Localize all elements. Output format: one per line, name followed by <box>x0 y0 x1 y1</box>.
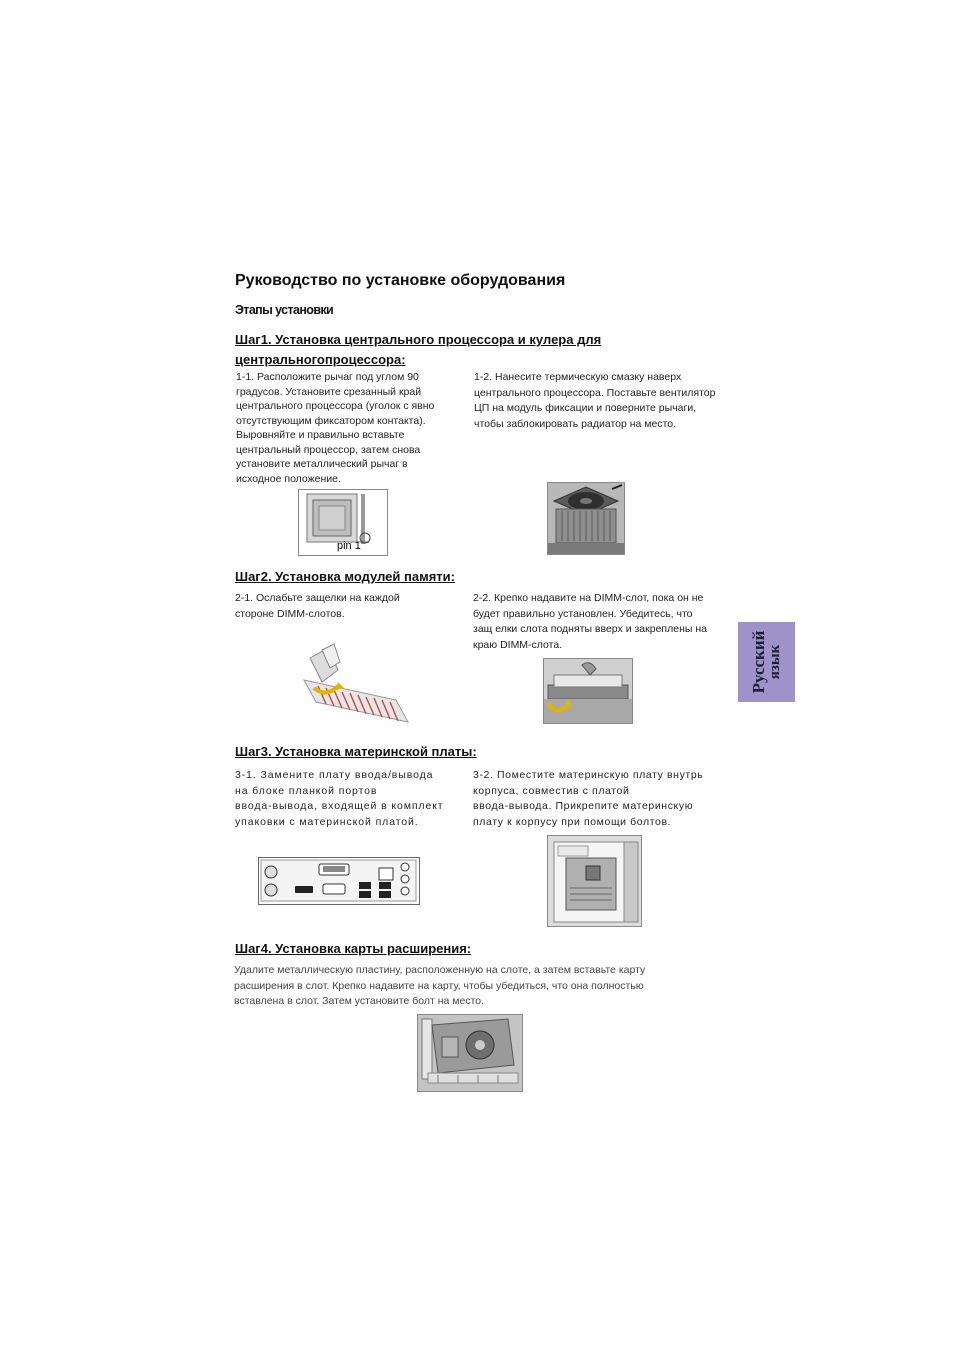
text-line: будет правильно установлен. Убедитесь, что <box>473 607 693 620</box>
page-title: Руководство по установке оборудования <box>235 272 566 289</box>
step1-heading-line2: центральногопроцессора: <box>235 352 406 367</box>
step1-right-text <box>474 370 744 432</box>
text-line: ввода-вывода. Прикрепите материнскую <box>473 800 694 812</box>
text-line: корпуса, совместив с платой <box>473 784 630 797</box>
text-line: 2-1. Ослабьте защелки на каждой <box>235 592 400 604</box>
text-line: градусов. Установите срезанный край <box>236 385 422 398</box>
step3-heading: Шаг3. Установка материнской платы: <box>235 744 477 759</box>
text-line: отсутствующим фиксатором контакта). <box>236 414 426 427</box>
step3-right-text <box>473 768 735 830</box>
text-line: защ елки слота подняты вверх и закреплены на <box>473 623 707 635</box>
step4-heading: Шаг4. Установка карты расширения: <box>235 941 472 956</box>
text-line: 1-1. Расположите рычаг под углом 90 <box>236 371 419 383</box>
text-line: 2-2. Крепко надавите на DIMM-слот, пока он не <box>473 592 704 604</box>
language-tab <box>738 622 795 702</box>
text-line: центрального процессора. Поставьте вентилятор <box>474 386 716 399</box>
step2-right-text <box>473 591 735 653</box>
step2-heading: Шаг2. Установка модулей памяти: <box>235 569 455 584</box>
step2-left-text <box>235 591 465 622</box>
cpu-socket-illustration <box>298 489 388 556</box>
text-line: установите металлический рычаг в <box>236 458 408 470</box>
case-motherboard-illustration <box>547 835 642 927</box>
section-subtitle: Этапы установки <box>235 303 334 317</box>
step4-text <box>234 963 734 1010</box>
text-line: 3-1. Замените плату ввода/вывода <box>235 769 434 781</box>
text-line: 1-2. Нанесите термическую смазку наверх <box>474 371 682 383</box>
text-line: краю DIMM-слота. <box>473 638 563 651</box>
text-line: расширения в слот. Крепко надавите на карту, чтобы убедиться, что она полностью <box>234 979 644 992</box>
text-line: 3-2. Поместите материнскую плату внутрь <box>473 769 704 781</box>
language-tab-line2: язык <box>766 644 783 680</box>
step1-heading-line1: Шаг1. Установка центрального процессора и кулера для <box>235 332 602 347</box>
cpu-cooler-illustration <box>547 482 625 555</box>
text-line: вставлена в слот. Затем установите болт на место. <box>234 995 485 1007</box>
step1-left-text <box>236 370 471 486</box>
text-line: Удалите металлическую пластину, расположенную на слоте, а затем вставьте карту <box>234 964 646 976</box>
text-line: стороне DIMM-слотов. <box>235 607 345 620</box>
text-line: Выровняйте и правильно вставьте <box>236 429 405 441</box>
text-line: ЦП на модуль фиксации и поверните рычаги, <box>474 402 697 414</box>
text-line: центрального процессора (уголок с явно <box>236 400 435 412</box>
text-line: упаковки с материнской платой. <box>235 815 419 828</box>
language-tab-line1: Русский <box>748 630 768 694</box>
text-line: ввода-вывода, входящей в комплект <box>235 800 444 812</box>
io-shield-illustration <box>258 857 420 905</box>
text-line: чтобы заблокировать радиатор на место. <box>474 417 677 430</box>
step3-left-text <box>235 768 471 830</box>
pin1-label: pin 1 <box>337 540 361 552</box>
dimm-insert-illustration <box>543 658 633 724</box>
text-line: центральный процессор, затем снова <box>236 443 421 456</box>
text-line: плату к корпусу при помощи болтов. <box>473 815 672 828</box>
dimm-latch-illustration <box>296 642 410 726</box>
language-tab-text <box>748 630 783 694</box>
text-line: на блоке планкой портов <box>235 784 378 797</box>
expansion-card-illustration <box>417 1014 523 1092</box>
text-line: исходное положение. <box>236 472 341 485</box>
